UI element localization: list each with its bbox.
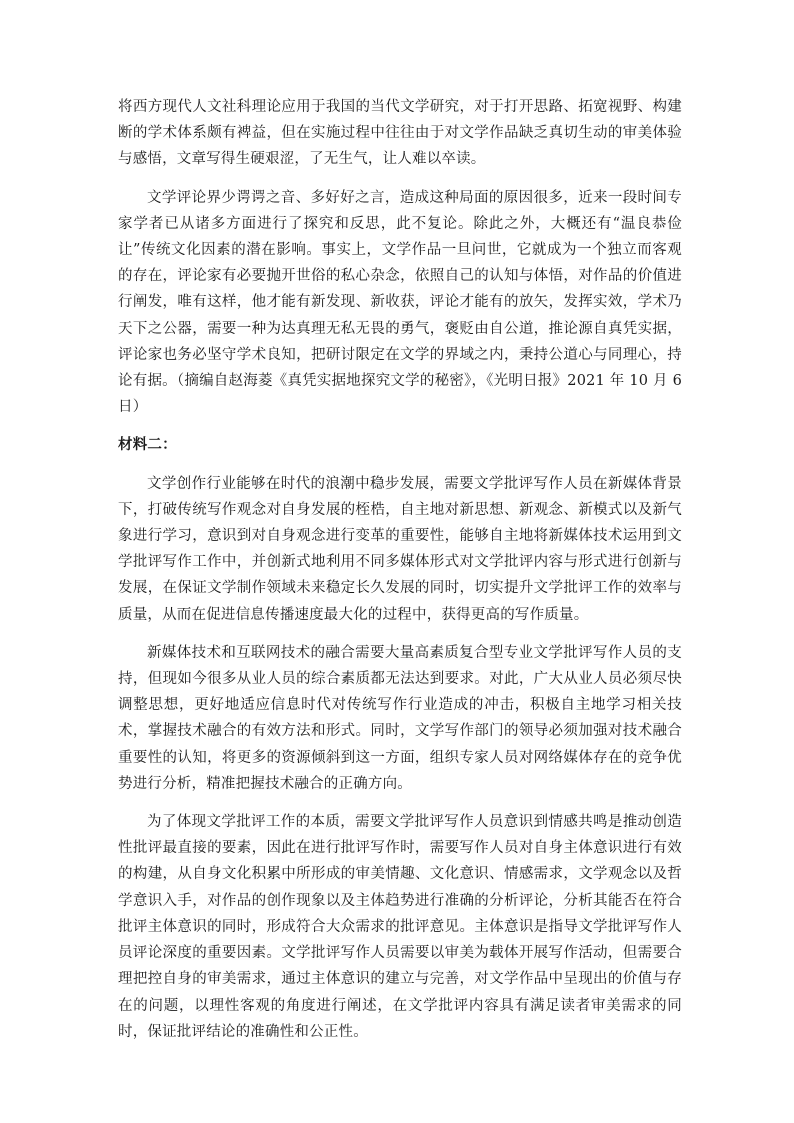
- paragraph-critique-culture: 文学评论界少谔谔之音、多好好之言，造成这种局面的原因很多，近来一段时间专家学者已从诸多方面进行了探究和反思，此不复论。除此之外，大概还有“温良恭俭让”传统文化因素的潜在影响。事实上，文学作品一旦问世，它就成为一个独立而客观的存在，评论家有必要抛开世俗的私心杂念，依照自己的认知与体悟，对作品的价值进行阐发，唯有这样，他才能有新发现、新收获，评论才能有的放矢，发挥实效，学术乃天下之公器，需要一种为达真理无私无畏的勇气，褒贬由自公道，推论源自真凭实据，评论家也务必坚守学术良知，把研讨限定在文学的界域之内，秉持公道心与同理心，持论有据。（摘编自赵海菱《真凭实据地探究文学的秘密》，《光明日报》2021 年 10 月 6 日）: [118, 189, 682, 416]
- paragraph-subject-awareness: 为了体现文学批评工作的本质，需要文学批评写作人员意识到情感共鸣是推动创造性批评最直接的要素，因此在进行批评写作时，需要写作人员对自身主体意识进行有效的构建，从自身文化积累中所形成的审美情趣、文化意识、情感需求，文学观念以及哲学意识入手，对作品的创作现象以及主体趋势进行准确的分析评论，分析其能否在符合批评主体意识的同时，形成符合大众需求的批评意见。主体意识是指导文学批评写作人员评论深度的重要因素。文学批评写作人员需要以审美为载体开展写作活动，但需要合理把控自身的审美需求，通过主体意识的建立与完善，对文学作品中呈现出的价值与存在的问题，以理性客观的角度进行阐述，在文学批评内容具有满足读者审美需求的同时，保证批评结论的准确性和公正性。: [118, 814, 682, 1040]
- document-body: [118, 94, 682, 1057]
- paragraph-tech-fusion: 新媒体技术和互联网技术的融合需要大量高素质复合型专业文学批评写作人员的支持，但现如今很多从业人员的综合素质都无法达到要求。对此，广大从业人员必须尽快调整思想，更好地适应信息时代对传统写作行业造成的冲击，积极自主地学习相关技术，掌握技术融合的有效方法和形式。同时，文学写作部门的领导必须加强对技术融合重要性的认知，将更多的资源倾斜到这一方面，组织专家人员对网络媒体存在的竞争优势进行分析，精准把握技术融合的正确方向。: [118, 644, 682, 792]
- material-two-heading: 材料二：: [118, 437, 177, 454]
- paragraph-continued: 将西方现代人文社科理论应用于我国的当代文学研究，对于打开思路、拓宽视野、构建断的学术体系颇有裨益，但在实施过程中往往由于对文学作品缺乏真切生动的审美体验与感悟，文章写得生硬艰涩，了无生气，让人难以卒读。: [118, 99, 682, 168]
- paragraph-new-media: 文学创作行业能够在时代的浪潮中稳步发展，需要文学批评写作人员在新媒体背景下，打破传统写作观念对自身发展的桎梏，自主地对新思想、新观念、新模式以及新气象进行学习，意识到对自身观念进行变革的重要性，能够自主地将新媒体技术运用到文学批评写作工作中，并创新式地利用不同多媒体形式对文学批评内容与形式进行创新与发展，在保证文学制作领域未来稳定长久发展的同时，切实提升文学批评工作的效率与质量，从而在促进信息传播速度最大化的过程中，获得更高的写作质量。: [118, 475, 682, 623]
